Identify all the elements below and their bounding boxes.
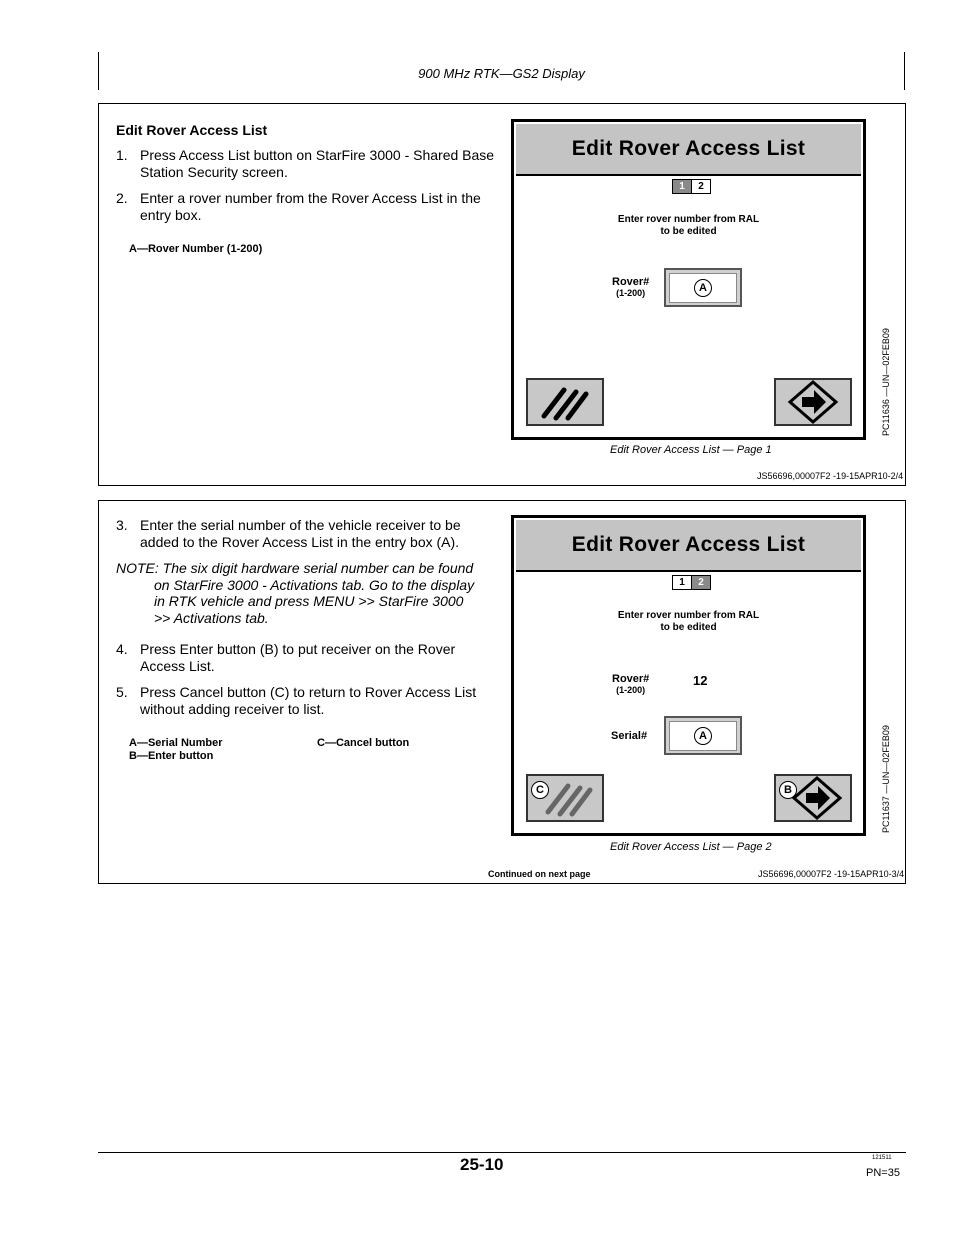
enter-button[interactable] xyxy=(774,378,852,426)
callout-c: C xyxy=(531,781,549,799)
page-selector xyxy=(672,179,711,194)
legend-b: B—Enter button xyxy=(129,750,214,762)
figure-caption: Edit Rover Access List — Page 2 xyxy=(610,841,772,853)
section-title: Edit Rover Access List xyxy=(116,122,268,138)
note: NOTE: The six digit hardware serial number can be found on StarFire 3000 - Activations tab. Go to the display in RTK vehicle and press MENU >> StarFire 3000 >> Activations tab. xyxy=(116,560,475,626)
callout-a: A xyxy=(694,279,712,297)
callout-a: A xyxy=(694,727,712,745)
figure-code: PC11636 —UN—02FEB09 xyxy=(881,328,891,436)
running-header: 900 MHz RTK—GS2 Display xyxy=(418,66,585,81)
rover-number-value: 12 xyxy=(693,673,708,688)
section-add-serial xyxy=(98,500,906,884)
enter-arrow-icon xyxy=(776,380,850,424)
serial-field-label: Serial# xyxy=(611,730,648,742)
figure-code: PC11637 —UN—02FEB09 xyxy=(881,725,891,833)
step-2: 2. Enter a rover number from the Rover Access List in the entry box. xyxy=(116,190,481,223)
cancel-hatch-icon xyxy=(528,380,602,424)
step-3: 3. Enter the serial number of the vehicle receiver to be added to the Rover Access List in the entry box (A). xyxy=(116,517,461,550)
enter-button[interactable] xyxy=(774,774,852,822)
screen-title: Edit Rover Access List xyxy=(516,520,861,572)
footer-pn: PN=35 xyxy=(866,1167,900,1179)
legend-a: A—Serial Number xyxy=(129,737,223,749)
page-tab-1[interactable]: 1 xyxy=(673,576,692,589)
reference-code: JS56696,00007F2 -19-15APR10-3/4 xyxy=(758,869,905,879)
footer-code: 121511 xyxy=(872,1155,892,1161)
reference-code: JS56696,00007F2 -19-15APR10-2/4 xyxy=(757,471,904,481)
cancel-button[interactable] xyxy=(526,378,604,426)
page-tab-2[interactable]: 2 xyxy=(691,180,710,193)
serial-number-entry-box[interactable] xyxy=(664,716,742,755)
page-number: 25-10 xyxy=(460,1155,504,1174)
legend-c: C—Cancel button xyxy=(317,737,410,749)
legend-a: A—Rover Number (1-200) xyxy=(129,243,263,255)
rover-field-label: Rover# (1-200) xyxy=(612,673,650,695)
continued-note: Continued on next page xyxy=(488,869,591,879)
rover-field-label: Rover# (1-200) xyxy=(612,276,650,298)
step-1: 1. Press Access List button on StarFire 3000 - Shared Base Station Security screen. xyxy=(116,147,495,180)
page-tab-2[interactable]: 2 xyxy=(692,576,710,589)
figure-caption: Edit Rover Access List — Page 1 xyxy=(610,444,772,456)
screen-instruction: Enter rover number from RAL to be edited xyxy=(617,610,760,633)
step-4: 4. Press Enter button (B) to put receiver on the Rover Access List. xyxy=(116,641,456,674)
cancel-button[interactable] xyxy=(526,774,604,822)
step-5: 5. Press Cancel button (C) to return to Rover Access List without adding receiver to list. xyxy=(116,684,477,717)
footer-rule xyxy=(98,1152,906,1153)
section-edit-rover-access-list xyxy=(98,103,906,486)
rover-number-entry-box[interactable] xyxy=(664,268,742,307)
callout-b: B xyxy=(779,781,797,799)
page-selector xyxy=(672,575,711,590)
display-screen-page2 xyxy=(511,515,866,836)
screen-instruction: Enter rover number from RAL to be edited xyxy=(617,214,760,237)
page-tab-1[interactable]: 1 xyxy=(673,180,691,193)
display-screen-page1 xyxy=(511,119,866,440)
screen-title: Edit Rover Access List xyxy=(516,124,861,176)
